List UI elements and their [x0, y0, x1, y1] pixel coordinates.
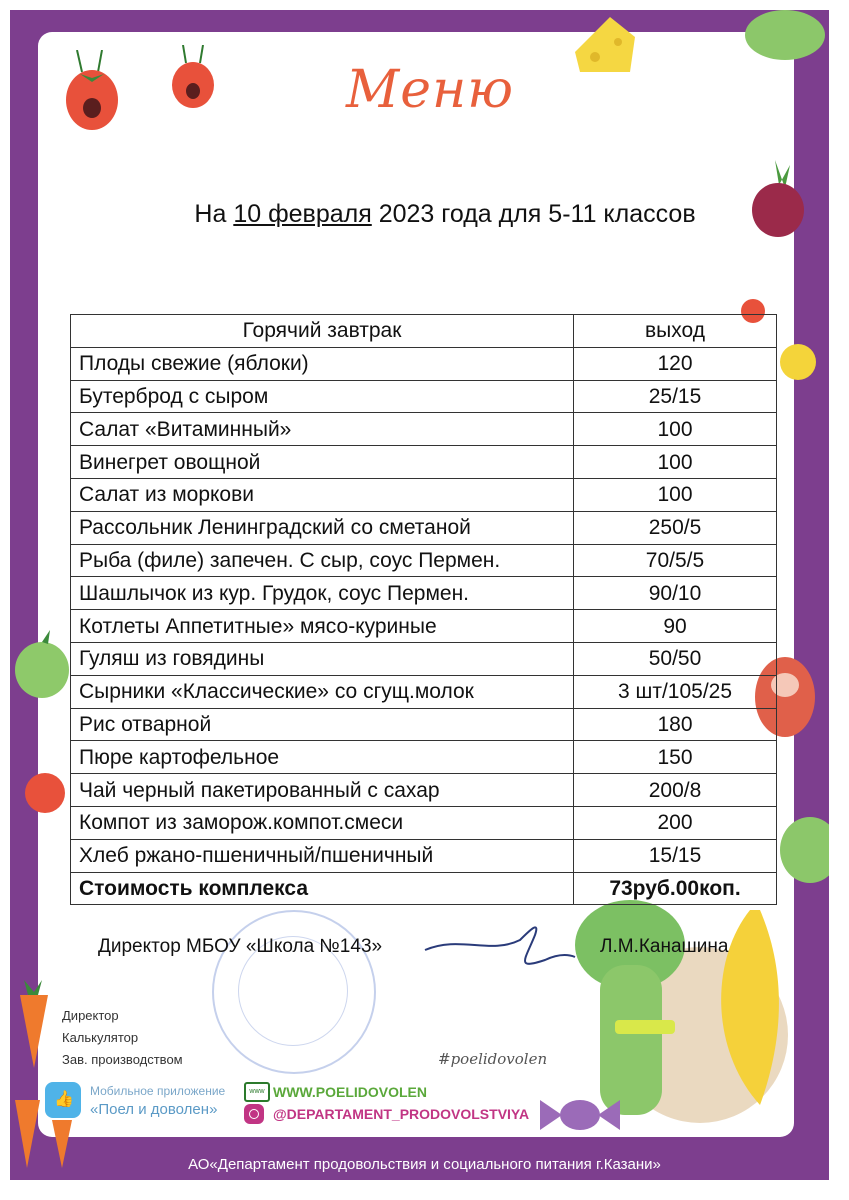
table-row: [71, 741, 777, 774]
carrot-icon: [10, 980, 55, 1070]
table-row: [71, 839, 777, 872]
broccoli-icon: [745, 10, 829, 70]
dish-output: 100: [574, 413, 777, 446]
cheese-icon: [570, 12, 640, 82]
table-row: [71, 511, 777, 544]
table-row: [71, 347, 777, 380]
date-prefix: На: [194, 200, 234, 228]
column-header: выход: [574, 315, 777, 348]
dish-name: Сырники «Классические» со сгущ.молок: [71, 675, 574, 708]
dish-name: Компот из заморож.компот.смеси: [71, 806, 574, 839]
table-row: [71, 675, 777, 708]
tomato-icon: [22, 768, 68, 814]
dish-name: Котлеты Аппетитные» мясо-куриные: [71, 610, 574, 643]
table-row: [71, 708, 777, 741]
table-row: [71, 413, 777, 446]
table-row: [71, 774, 777, 807]
banana-icon: [690, 900, 800, 1110]
dish-name: Пюре картофельное: [71, 741, 574, 774]
tomato-icon: [168, 45, 218, 115]
role-director: Директор: [62, 1008, 119, 1023]
page-title: Меню: [345, 60, 515, 120]
dish-name: Рассольник Ленинградский со сметаной: [71, 511, 574, 544]
dish-output: 70/5/5: [574, 544, 777, 577]
signature-image: [420, 915, 580, 975]
www-icon: www: [244, 1082, 270, 1102]
stamp-seal: [212, 910, 376, 1074]
dish-name: Гуляш из говядины: [71, 642, 574, 675]
dish-output: 120: [574, 347, 777, 380]
dish-output: 90: [574, 610, 777, 643]
table-row: [71, 478, 777, 511]
table-header-row: [71, 315, 777, 348]
table-row: [71, 610, 777, 643]
director-name: Л.М.Канашина: [600, 936, 729, 957]
candy-icon: [540, 1090, 620, 1140]
dish-name: Шашлычок из кур. Грудок, соус Пермен.: [71, 577, 574, 610]
dish-name: Рыба (филе) запечен. С сыр, соус Пермен.: [71, 544, 574, 577]
date-suffix: 2023 года для 5-11 классов: [371, 200, 696, 228]
total-value: 73руб.00коп.: [574, 872, 777, 905]
role-production: Зав. производством: [62, 1052, 183, 1067]
dish-output: 250/5: [574, 511, 777, 544]
dish-name: Салат «Витаминный»: [71, 413, 574, 446]
table-row: [71, 642, 777, 675]
hashtag: #poelidovolen: [438, 1050, 548, 1068]
dish-output: 15/15: [574, 839, 777, 872]
menu-table: [70, 314, 777, 905]
instagram-icon: [244, 1104, 264, 1124]
dish-name: Рис отварной: [71, 708, 574, 741]
app-name: «Поел и доволен»: [90, 1101, 218, 1118]
dish-output: 90/10: [574, 577, 777, 610]
dish-name: Бутерброд с сыром: [71, 380, 574, 413]
footer-organization: АО«Департамент продовольствия и социального питания г.Казани»: [188, 1156, 661, 1173]
dish-output: 200/8: [574, 774, 777, 807]
dish-output: 3 шт/105/25: [574, 675, 777, 708]
dish-output: 100: [574, 446, 777, 479]
dish-name: Плоды свежие (яблоки): [71, 347, 574, 380]
date-underlined: 10 февраля: [233, 200, 372, 228]
broccoli-icon: [770, 815, 829, 885]
dish-name: Хлеб ржано-пшеничный/пшеничный: [71, 839, 574, 872]
column-header: Горячий завтрак: [71, 315, 574, 348]
dish-output: 150: [574, 741, 777, 774]
table-row: [71, 380, 777, 413]
lemon-icon: [778, 342, 818, 382]
apple-icon: [12, 630, 72, 700]
table-row: [71, 577, 777, 610]
app-label: Мобильное приложение: [90, 1084, 226, 1098]
website-link[interactable]: WWW.POELIDOVOLEN: [273, 1084, 427, 1100]
role-calculator: Калькулятор: [62, 1030, 139, 1045]
table-row: [71, 446, 777, 479]
dish-output: 200: [574, 806, 777, 839]
like-icon: [45, 1082, 81, 1118]
director-position: Директор МБОУ «Школа №143»: [98, 936, 383, 957]
instagram-link[interactable]: @DEPARTAMENT_PRODOVOLSTVIYA: [273, 1106, 530, 1122]
dish-output: 100: [574, 478, 777, 511]
total-label: Стоимость комплекса: [71, 872, 574, 905]
dish-name: Чай черный пакетированный с сахар: [71, 774, 574, 807]
table-row: [71, 544, 777, 577]
dish-output: 50/50: [574, 642, 777, 675]
roles-list: [62, 1005, 183, 1071]
dish-name: Салат из моркови: [71, 478, 574, 511]
dish-output: 180: [574, 708, 777, 741]
total-row: [71, 872, 777, 905]
date-heading: [0, 200, 849, 229]
dish-name: Винегрет овощной: [71, 446, 574, 479]
tomato-icon: [62, 50, 122, 140]
table-row: [71, 806, 777, 839]
dish-output: 25/15: [574, 380, 777, 413]
